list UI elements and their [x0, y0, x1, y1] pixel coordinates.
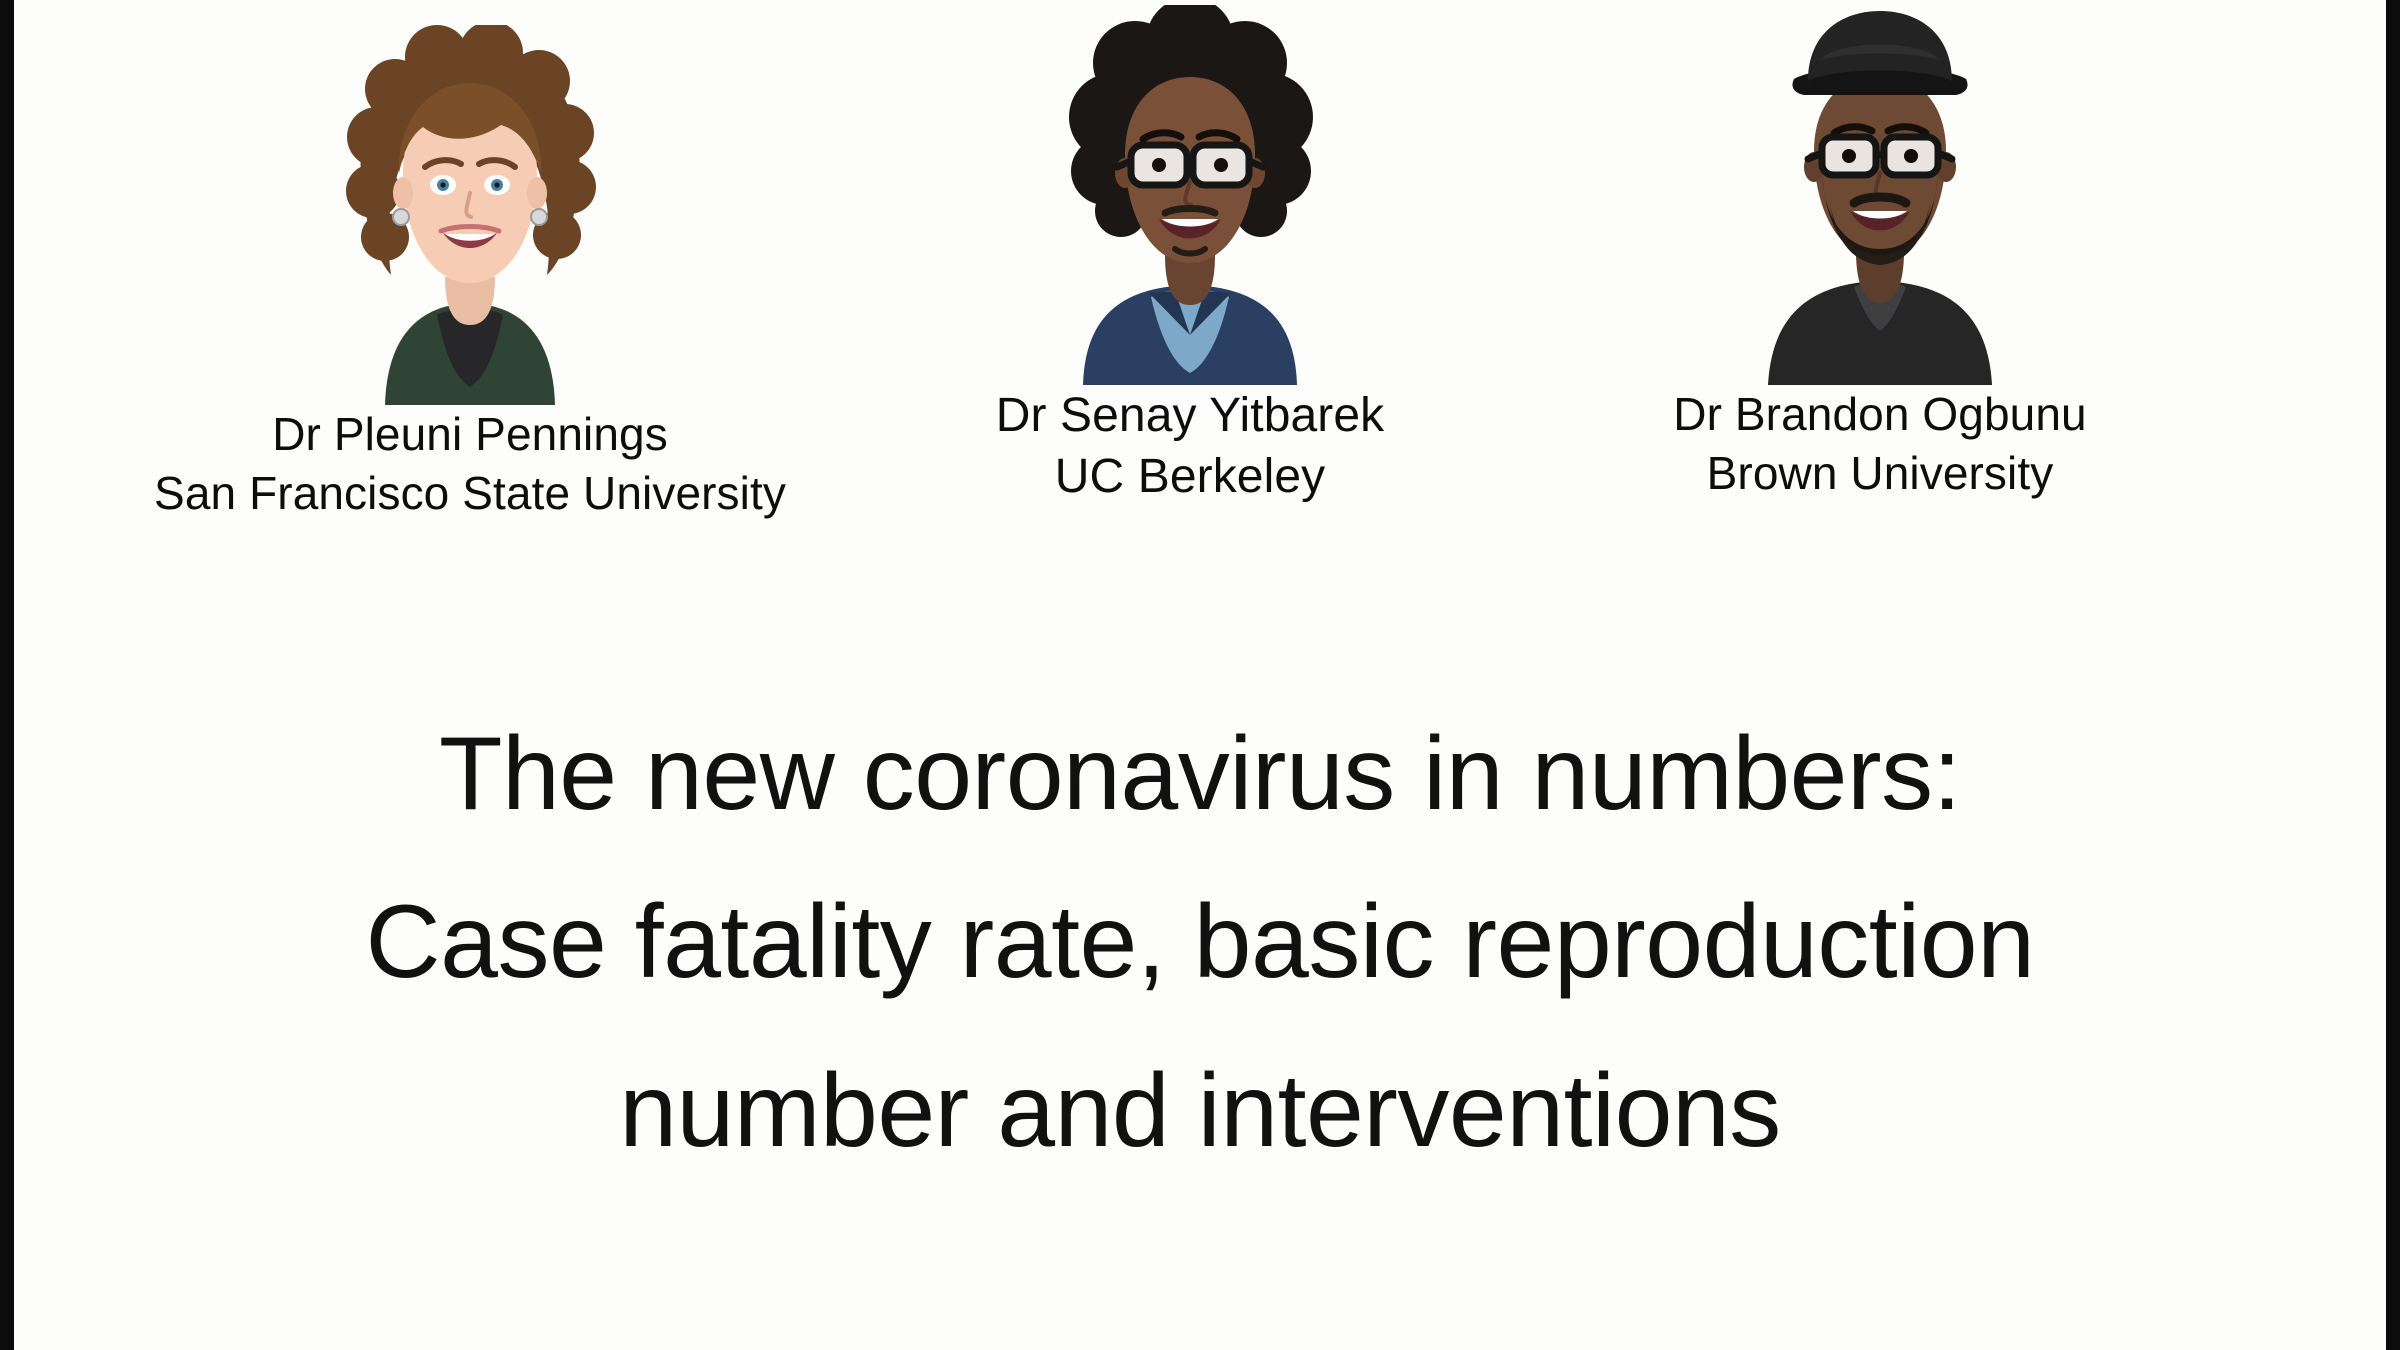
title-line-1: The new coronavirus in numbers:: [438, 716, 1962, 832]
presenter-affiliation: UC Berkeley: [1054, 450, 1326, 504]
video-frame-left-edge: [0, 0, 14, 1350]
slide-title: [0, 690, 2400, 1195]
avatar: [1480, 0, 2280, 385]
video-frame-right-edge: [2386, 0, 2400, 1350]
avatar: [880, 0, 1500, 385]
presenter-row: [0, 0, 2400, 600]
presenter-card: [880, 0, 1500, 508]
avatar: [30, 20, 910, 405]
avatar-pleuni-pennings-icon: [325, 25, 615, 405]
presenter-card: [1480, 0, 2280, 503]
title-line-2: Case fatality rate, basic reproduction: [365, 884, 2035, 1001]
presenter-name: Dr Pleuni Pennings: [272, 408, 668, 460]
presenter-card: [30, 20, 910, 523]
presenter-name: Dr Brandon Ogbunu: [1673, 388, 2087, 440]
title-line-3: number and interventions: [619, 1052, 1781, 1169]
presenter-name: Dr Senay Yitbarek: [995, 389, 1385, 442]
avatar-senay-yitbarek-icon: [1025, 5, 1355, 385]
presenter-affiliation: Brown University: [1706, 446, 2054, 499]
avatar-brandon-ogbunu-icon: [1730, 5, 2030, 385]
presenter-affiliation: San Francisco State University: [154, 466, 786, 519]
